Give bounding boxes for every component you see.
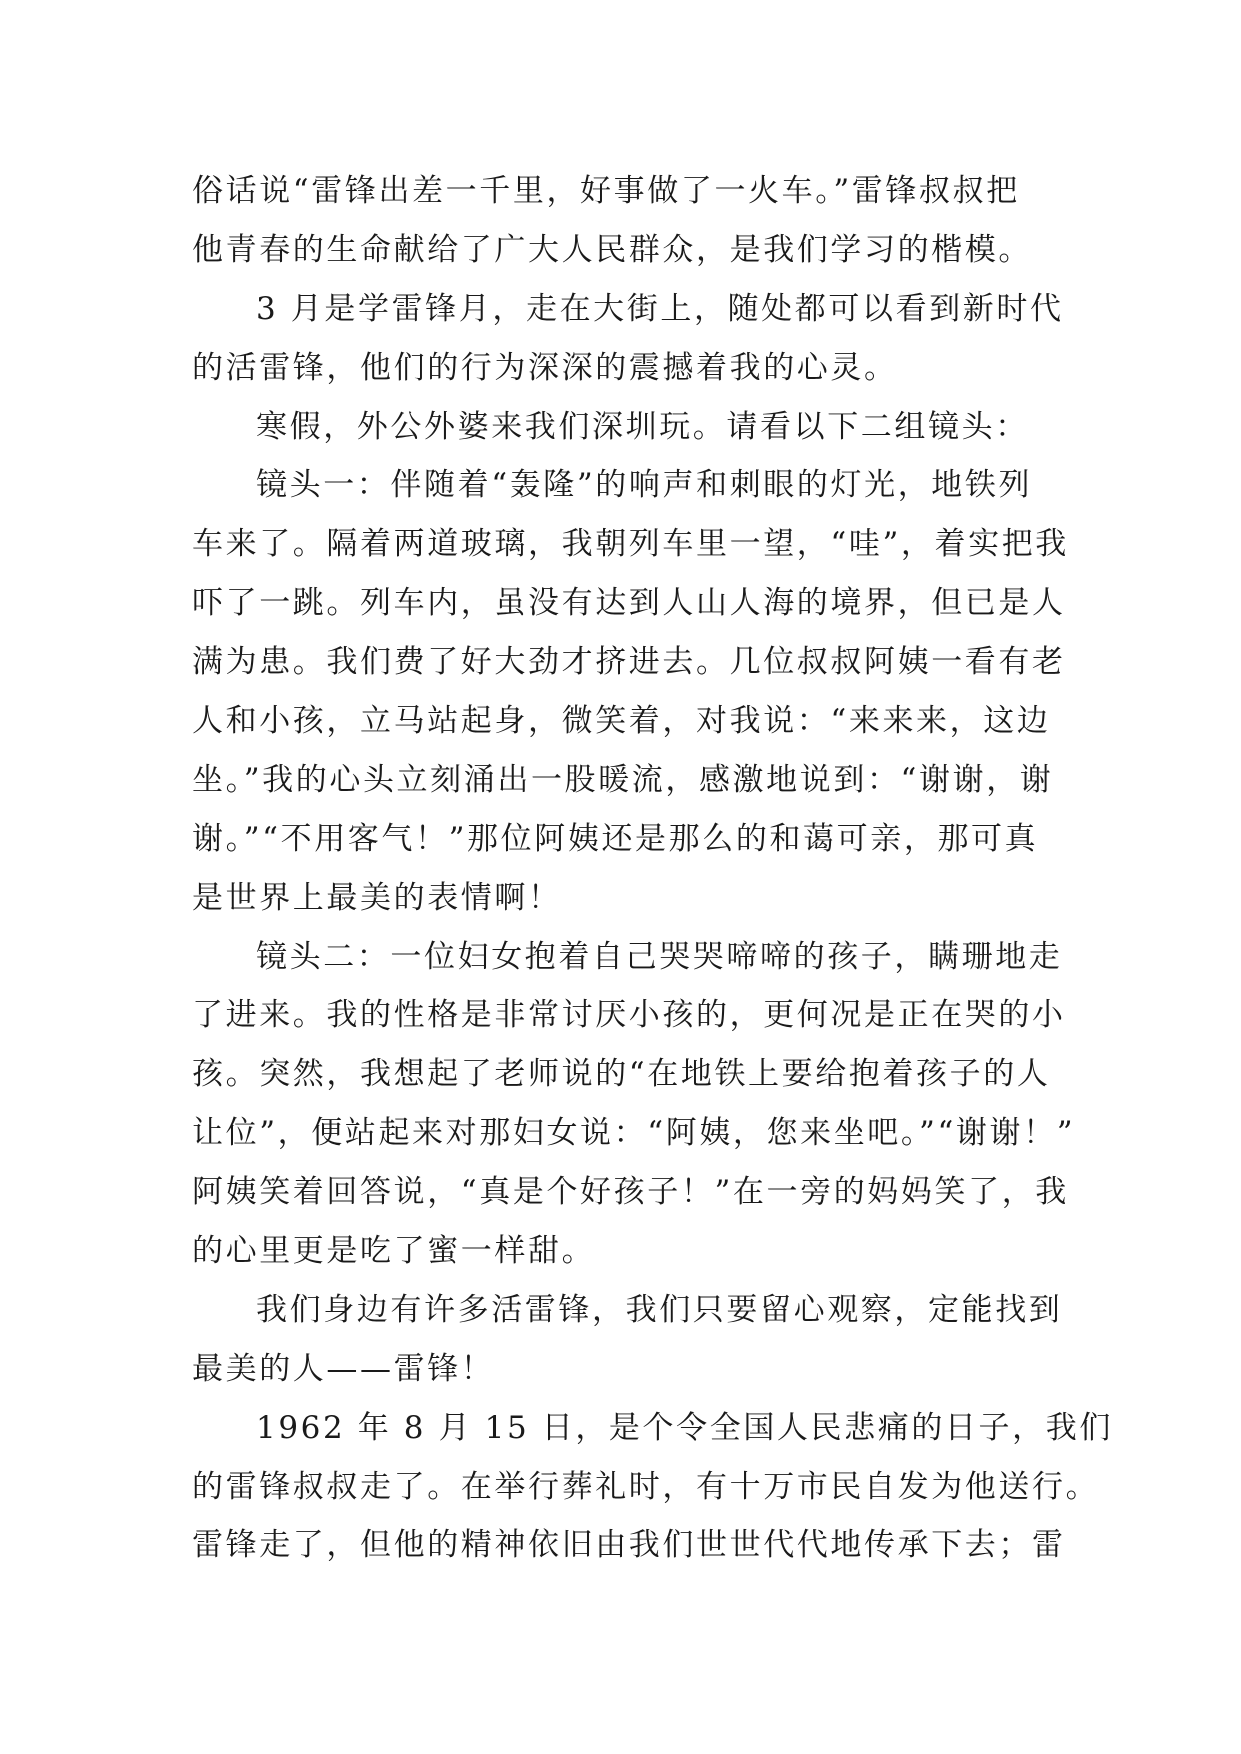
text-line: 1962 年 8 月 15 日，是个令全国人民悲痛的日子，我们 (256, 1409, 1113, 1446)
text-line: 寒假，外公外婆来我们深圳玩。请看以下二组镜头： (256, 408, 1029, 445)
text-line: 是世界上最美的表情啊！ (192, 879, 562, 916)
text-line: 孩。突然，我想起了老师说的“在地铁上要给抱着孩子的人 (192, 1056, 1051, 1093)
document-body (192, 162, 1113, 1575)
text-line: 吓了一跳。列车内，虽没有达到人山人海的境界，但已是人 (192, 585, 1066, 622)
text-line: 人和小孩，立马站起身，微笑着，对我说：“来来来，这边 (192, 703, 1051, 740)
text-line: 车来了。隔着两道玻璃，我朝列车里一望，“哇”，着实把我 (192, 526, 1069, 563)
text-line: 俗话说“雷锋出差一千里，好事做了一火车。”雷锋叔叔把 (192, 173, 1020, 209)
text-line: 谢。”“不用客气！”那位阿姨还是那么的和蔼可亲，那可真 (192, 820, 1039, 857)
text-line: 镜头一：伴随着“轰隆”的响声和刺眼的灯光，地铁列 (256, 467, 1033, 504)
text-line: 最美的人——雷锋！ (192, 1350, 495, 1387)
text-line: 3 月是学雷锋月，走在大街上，随处都可以看到新时代 (256, 290, 1064, 327)
text-line: 了进来。我的性格是非常讨厌小孩的，更何况是正在哭的小 (192, 997, 1066, 1034)
text-line: 的雷锋叔叔走了。在举行葬礼时，有十万市民自发为他送行。 (192, 1468, 1100, 1505)
text-line: 阿姨笑着回答说，“真是个好孩子！”在一旁的妈妈笑了，我 (192, 1174, 1069, 1211)
text-line: 雷锋走了，但他的精神依旧由我们世世代代地传承下去；雷 (192, 1527, 1066, 1564)
text-line: 镜头二：一位妇女抱着自己哭哭啼啼的孩子，瞒珊地走 (256, 938, 1063, 975)
text-line: 他青春的生命献给了广大人民群众，是我们学习的楷模。 (192, 231, 1032, 268)
text-line: 的活雷锋，他们的行为深深的震撼着我的心灵。 (192, 349, 898, 386)
text-line: 的心里更是吃了蜜一样甜。 (192, 1233, 596, 1270)
text-line: 我们身边有许多活雷锋，我们只要留心观察，定能找到 (256, 1291, 1063, 1328)
text-line: 满为患。我们费了好大劲才挤进去。几位叔叔阿姨一看有老 (192, 644, 1066, 681)
text-line: 坐。”我的心头立刻涌出一股暖流，感激地说到：“谢谢，谢 (192, 761, 1054, 798)
text-line: 让位”，便站起来对那妇女说：“阿姨，您来坐吧。”“谢谢！” (192, 1115, 1076, 1152)
